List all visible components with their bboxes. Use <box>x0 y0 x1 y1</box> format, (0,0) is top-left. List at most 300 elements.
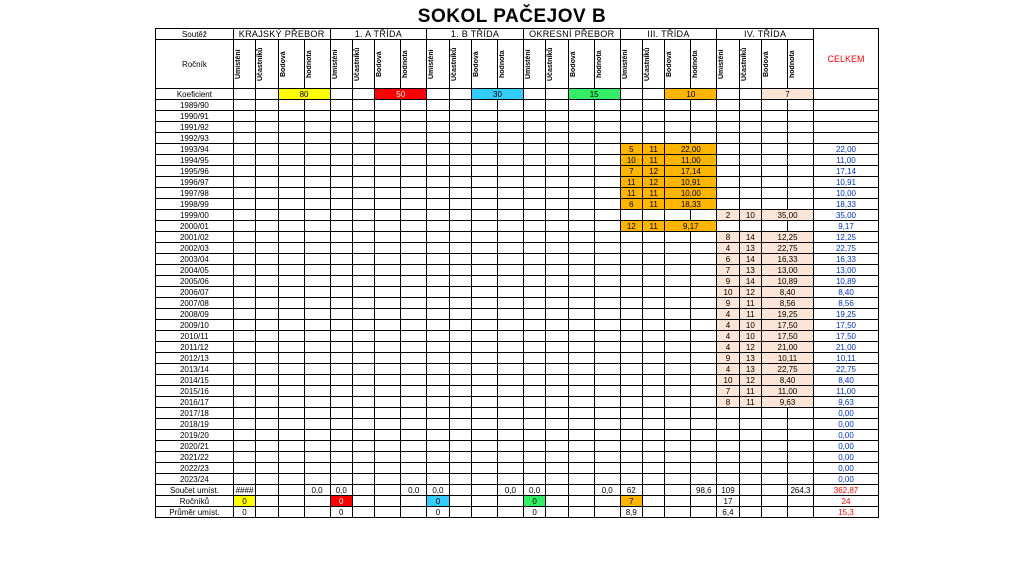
empty-cell <box>278 419 304 430</box>
subcol-header: hodnota <box>402 50 410 78</box>
empty-cell <box>665 276 691 287</box>
empty-cell <box>523 265 545 276</box>
season-year: 2016/17 <box>156 397 234 408</box>
empty-cell <box>256 364 278 375</box>
empty-cell <box>401 441 427 452</box>
table-row <box>156 408 879 419</box>
empty-cell <box>620 320 642 331</box>
empty-cell <box>691 386 717 397</box>
summary-cell: 0 <box>523 507 545 518</box>
empty-cell <box>330 375 352 386</box>
empty-cell <box>568 144 594 155</box>
empty-cell <box>691 243 717 254</box>
points-cell: 17,50 <box>762 320 814 331</box>
empty-cell <box>643 342 665 353</box>
summary-cell <box>643 485 665 496</box>
summary-cell <box>278 496 304 507</box>
empty-cell <box>449 243 471 254</box>
empty-cell <box>523 364 545 375</box>
summary-cell <box>375 496 401 507</box>
empty-cell <box>304 375 330 386</box>
empty-cell <box>233 276 255 287</box>
empty-cell <box>691 287 717 298</box>
empty-cell <box>427 221 449 232</box>
season-year: 2009/10 <box>156 320 234 331</box>
empty-cell <box>472 419 498 430</box>
empty-cell <box>568 232 594 243</box>
empty-cell <box>788 463 814 474</box>
empty-cell <box>665 265 691 276</box>
empty-cell <box>330 419 352 430</box>
empty-cell <box>375 287 401 298</box>
empty-cell <box>568 155 594 166</box>
empty-cell <box>497 419 523 430</box>
empty-cell <box>739 177 761 188</box>
empty-cell <box>304 430 330 441</box>
empty-cell <box>449 122 471 133</box>
subcol-header-cell <box>523 40 545 89</box>
empty-cell <box>665 419 691 430</box>
empty-cell <box>665 408 691 419</box>
points-cell: 11,00 <box>762 386 814 397</box>
empty-cell <box>427 155 449 166</box>
empty-cell <box>717 463 739 474</box>
empty-cell <box>375 199 401 210</box>
coefficient-empty-cell <box>523 89 545 100</box>
season-year: 2017/18 <box>156 408 234 419</box>
empty-cell <box>278 441 304 452</box>
placement-cell: 10 <box>620 155 642 166</box>
empty-cell <box>546 210 568 221</box>
empty-cell <box>352 375 374 386</box>
empty-cell <box>256 276 278 287</box>
empty-cell <box>352 386 374 397</box>
empty-cell <box>330 430 352 441</box>
summary-cell <box>497 496 523 507</box>
subcol-header: Účastníků <box>740 47 748 81</box>
empty-cell <box>352 111 374 122</box>
empty-cell <box>375 353 401 364</box>
empty-cell <box>449 111 471 122</box>
summary-cell: 0 <box>233 496 255 507</box>
empty-cell <box>233 364 255 375</box>
empty-cell <box>278 430 304 441</box>
summary-cell <box>449 496 471 507</box>
empty-cell <box>278 320 304 331</box>
empty-cell <box>665 111 691 122</box>
empty-cell <box>472 265 498 276</box>
empty-cell <box>449 298 471 309</box>
empty-cell <box>523 298 545 309</box>
empty-cell <box>788 452 814 463</box>
row-total: 12,25 <box>813 232 878 243</box>
placement-cell: 9 <box>717 276 739 287</box>
empty-cell <box>691 474 717 485</box>
empty-cell <box>352 452 374 463</box>
empty-cell <box>449 221 471 232</box>
table-row <box>156 243 879 254</box>
placement-cell: 4 <box>717 364 739 375</box>
empty-cell <box>643 133 665 144</box>
empty-cell <box>304 441 330 452</box>
summary-cell: 0 <box>427 507 449 518</box>
empty-cell <box>717 166 739 177</box>
empty-cell <box>691 100 717 111</box>
empty-cell <box>665 386 691 397</box>
empty-cell <box>278 265 304 276</box>
empty-cell <box>304 386 330 397</box>
empty-cell <box>401 122 427 133</box>
empty-cell <box>594 452 620 463</box>
empty-cell <box>717 122 739 133</box>
empty-cell <box>643 353 665 364</box>
row-total <box>813 133 878 144</box>
empty-cell <box>788 474 814 485</box>
empty-cell <box>546 331 568 342</box>
empty-cell <box>643 430 665 441</box>
empty-cell <box>691 111 717 122</box>
empty-cell <box>256 375 278 386</box>
empty-cell <box>739 155 761 166</box>
empty-cell <box>665 397 691 408</box>
empty-cell <box>304 155 330 166</box>
empty-cell <box>643 232 665 243</box>
empty-cell <box>427 331 449 342</box>
coefficient-value: 30 <box>472 89 524 100</box>
empty-cell <box>762 463 788 474</box>
empty-cell <box>620 408 642 419</box>
empty-cell <box>401 276 427 287</box>
empty-cell <box>278 122 304 133</box>
summary-cell <box>401 507 427 518</box>
table-row <box>156 188 879 199</box>
empty-cell <box>546 133 568 144</box>
empty-cell <box>449 254 471 265</box>
summary-cell <box>665 507 691 518</box>
empty-cell <box>278 232 304 243</box>
row-total: 0,00 <box>813 474 878 485</box>
empty-cell <box>233 463 255 474</box>
empty-cell <box>330 298 352 309</box>
empty-cell <box>568 397 594 408</box>
row-total: 8,56 <box>813 298 878 309</box>
coefficient-empty-cell <box>449 89 471 100</box>
empty-cell <box>304 221 330 232</box>
summary-cell <box>304 507 330 518</box>
empty-cell <box>427 375 449 386</box>
coefficient-total-cell <box>813 89 878 100</box>
empty-cell <box>643 419 665 430</box>
participants-cell: 13 <box>739 364 761 375</box>
points-cell: 35,00 <box>762 210 814 221</box>
summary-cell: 0 <box>330 507 352 518</box>
empty-cell <box>304 232 330 243</box>
empty-cell <box>472 430 498 441</box>
empty-cell <box>523 188 545 199</box>
empty-cell <box>523 133 545 144</box>
empty-cell <box>449 375 471 386</box>
empty-cell <box>594 177 620 188</box>
empty-cell <box>472 397 498 408</box>
empty-cell <box>568 463 594 474</box>
empty-cell <box>497 166 523 177</box>
points-cell: 8,40 <box>762 287 814 298</box>
empty-cell <box>449 408 471 419</box>
empty-cell <box>352 254 374 265</box>
participants-cell: 13 <box>739 353 761 364</box>
empty-cell <box>278 133 304 144</box>
empty-cell <box>304 320 330 331</box>
empty-cell <box>620 463 642 474</box>
subcol-header-cell <box>546 40 568 89</box>
empty-cell <box>233 133 255 144</box>
empty-cell <box>594 100 620 111</box>
empty-cell <box>304 199 330 210</box>
empty-cell <box>352 188 374 199</box>
table-row <box>156 397 879 408</box>
summary-cell <box>739 485 761 496</box>
empty-cell <box>233 441 255 452</box>
empty-cell <box>449 430 471 441</box>
empty-cell <box>594 243 620 254</box>
participants-cell: 14 <box>739 276 761 287</box>
empty-cell <box>233 320 255 331</box>
empty-cell <box>568 221 594 232</box>
empty-cell <box>472 177 498 188</box>
row-total: 10,91 <box>813 177 878 188</box>
empty-cell <box>594 375 620 386</box>
empty-cell <box>568 177 594 188</box>
empty-cell <box>233 386 255 397</box>
empty-cell <box>762 100 788 111</box>
empty-cell <box>256 419 278 430</box>
empty-cell <box>472 188 498 199</box>
summary-cell <box>739 507 761 518</box>
subcol-header-cell <box>401 40 427 89</box>
empty-cell <box>449 199 471 210</box>
empty-cell <box>472 133 498 144</box>
subcol-header-cell <box>717 40 739 89</box>
empty-cell <box>620 441 642 452</box>
summary-cell <box>278 507 304 518</box>
empty-cell <box>375 254 401 265</box>
summary-cell <box>278 485 304 496</box>
empty-cell <box>256 265 278 276</box>
season-year: 1999/00 <box>156 210 234 221</box>
summary-cell <box>546 485 568 496</box>
coefficient-label: Koeficient <box>156 89 234 100</box>
coefficient-empty-cell <box>643 89 665 100</box>
league-group-header: KRAJSKÝ PŘEBOR <box>233 29 330 40</box>
coefficient-row <box>156 89 879 100</box>
empty-cell <box>788 155 814 166</box>
empty-cell <box>691 419 717 430</box>
points-cell: 16,33 <box>762 254 814 265</box>
empty-cell <box>375 232 401 243</box>
empty-cell <box>739 452 761 463</box>
empty-cell <box>739 133 761 144</box>
empty-cell <box>523 375 545 386</box>
empty-cell <box>304 287 330 298</box>
empty-cell <box>278 188 304 199</box>
empty-cell <box>620 309 642 320</box>
subcol-header-cell <box>330 40 352 89</box>
empty-cell <box>546 364 568 375</box>
table-row <box>156 309 879 320</box>
placement-cell: 8 <box>717 397 739 408</box>
empty-cell <box>472 111 498 122</box>
empty-cell <box>401 430 427 441</box>
empty-cell <box>546 375 568 386</box>
empty-cell <box>568 254 594 265</box>
season-year: 2019/20 <box>156 430 234 441</box>
empty-cell <box>330 210 352 221</box>
summary-cell <box>497 507 523 518</box>
summary-cell <box>472 496 498 507</box>
empty-cell <box>472 155 498 166</box>
participants-cell: 12 <box>739 342 761 353</box>
empty-cell <box>546 155 568 166</box>
empty-cell <box>449 276 471 287</box>
row-total: 17,50 <box>813 331 878 342</box>
subcol-header: Bodová <box>763 51 771 77</box>
empty-cell <box>594 364 620 375</box>
table-row <box>156 221 879 232</box>
empty-cell <box>691 364 717 375</box>
header-group-row <box>156 29 879 40</box>
season-year: 2010/11 <box>156 331 234 342</box>
empty-cell <box>739 166 761 177</box>
row-total: 0,00 <box>813 452 878 463</box>
season-year: 1994/95 <box>156 155 234 166</box>
empty-cell <box>449 188 471 199</box>
empty-cell <box>717 430 739 441</box>
empty-cell <box>401 254 427 265</box>
empty-cell <box>594 441 620 452</box>
placement-cell: 11 <box>620 177 642 188</box>
empty-cell <box>717 144 739 155</box>
row-total: 22,75 <box>813 364 878 375</box>
empty-cell <box>691 353 717 364</box>
empty-cell <box>304 111 330 122</box>
empty-cell <box>427 177 449 188</box>
empty-cell <box>620 298 642 309</box>
empty-cell <box>233 221 255 232</box>
subcol-header: hodnota <box>789 50 797 78</box>
empty-cell <box>472 298 498 309</box>
empty-cell <box>330 441 352 452</box>
empty-cell <box>330 353 352 364</box>
empty-cell <box>330 243 352 254</box>
summary-cell <box>472 507 498 518</box>
empty-cell <box>472 320 498 331</box>
empty-cell <box>762 144 788 155</box>
empty-cell <box>546 221 568 232</box>
empty-cell <box>620 474 642 485</box>
empty-cell <box>546 276 568 287</box>
table-row <box>156 463 879 474</box>
subcol-header-cell <box>594 40 620 89</box>
row-total: 0,00 <box>813 408 878 419</box>
table-row <box>156 375 879 386</box>
table-row <box>156 276 879 287</box>
summary-label: Ročníků <box>156 496 234 507</box>
row-total: 22,00 <box>813 144 878 155</box>
empty-cell <box>691 254 717 265</box>
season-year: 2003/04 <box>156 254 234 265</box>
summary-cell <box>472 485 498 496</box>
empty-cell <box>375 265 401 276</box>
empty-cell <box>523 100 545 111</box>
empty-cell <box>523 353 545 364</box>
empty-cell <box>233 243 255 254</box>
empty-cell <box>643 298 665 309</box>
empty-cell <box>546 452 568 463</box>
subcol-header: Umístění <box>428 49 436 79</box>
empty-cell <box>449 166 471 177</box>
placement-cell: 8 <box>717 232 739 243</box>
empty-cell <box>278 100 304 111</box>
season-year: 2005/06 <box>156 276 234 287</box>
empty-cell <box>449 133 471 144</box>
empty-cell <box>256 408 278 419</box>
empty-cell <box>375 144 401 155</box>
empty-cell <box>643 111 665 122</box>
empty-cell <box>427 243 449 254</box>
empty-cell <box>233 474 255 485</box>
subcol-header-cell <box>739 40 761 89</box>
empty-cell <box>330 199 352 210</box>
empty-cell <box>375 133 401 144</box>
empty-cell <box>233 375 255 386</box>
row-total: 10,89 <box>813 276 878 287</box>
summary-label: Součet umíst. <box>156 485 234 496</box>
empty-cell <box>523 166 545 177</box>
empty-cell <box>304 144 330 155</box>
empty-cell <box>665 210 691 221</box>
empty-cell <box>401 243 427 254</box>
empty-cell <box>401 463 427 474</box>
empty-cell <box>375 452 401 463</box>
empty-cell <box>643 100 665 111</box>
participants-cell: 10 <box>739 320 761 331</box>
empty-cell <box>352 474 374 485</box>
empty-cell <box>691 452 717 463</box>
season-year: 2006/07 <box>156 287 234 298</box>
subcol-header: Účastníků <box>547 47 555 81</box>
empty-cell <box>375 122 401 133</box>
empty-cell <box>568 287 594 298</box>
empty-cell <box>620 243 642 254</box>
summary-cell <box>256 507 278 518</box>
subcol-header-cell <box>278 40 304 89</box>
empty-cell <box>497 133 523 144</box>
empty-cell <box>352 408 374 419</box>
empty-cell <box>352 353 374 364</box>
empty-cell <box>546 166 568 177</box>
empty-cell <box>375 397 401 408</box>
empty-cell <box>256 430 278 441</box>
empty-cell <box>643 122 665 133</box>
empty-cell <box>788 177 814 188</box>
season-year: 1992/93 <box>156 133 234 144</box>
empty-cell <box>233 408 255 419</box>
empty-cell <box>401 397 427 408</box>
empty-cell <box>401 133 427 144</box>
empty-cell <box>375 111 401 122</box>
empty-cell <box>472 331 498 342</box>
empty-cell <box>449 309 471 320</box>
